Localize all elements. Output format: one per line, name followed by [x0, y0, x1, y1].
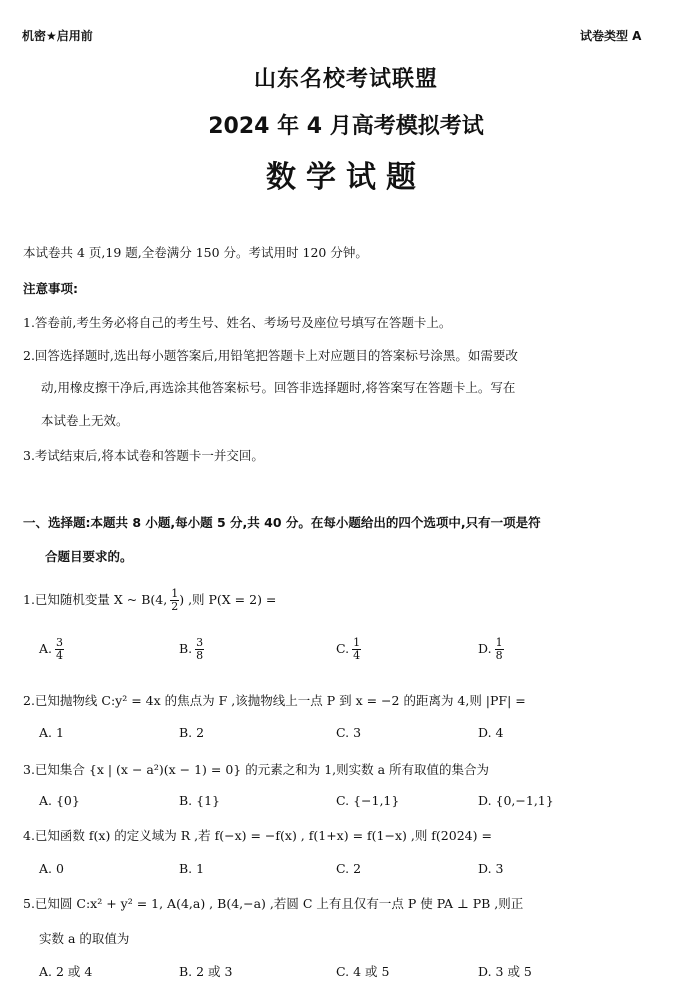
- q5-option-d: D. 3 或 5: [478, 964, 532, 979]
- q1-option-b: B. $\frac{3}{8}$: [179, 636, 204, 663]
- question-1-text: 1.已知随机变量 X ~ B(4,: [23, 592, 168, 608]
- paper-type-label: 试卷类型 A: [580, 29, 642, 43]
- q3-option-a: A. {0}: [39, 793, 80, 808]
- q3-option-c: C. {−1,1}: [336, 793, 400, 808]
- q4-option-d: D. 3: [478, 861, 504, 876]
- exam-organizer: 山东名校考试联盟: [253, 67, 438, 92]
- q4-option-a: A. 0: [39, 861, 64, 876]
- question-2: 2.已知抛物线 C:y² = 4x 的焦点为 F ,该抛物线上一点 P 到 x = −2 的距离为 4,则 |PF| =: [23, 693, 526, 708]
- question-5-line-1: 5.已知圆 C:x² + y² = 1, A(4,a) , B(4,−a) ,若圆 C 上有且仅有一点 P 使 PA ⊥ PB ,则正: [23, 896, 524, 911]
- q4-option-b: B. 1: [179, 861, 205, 876]
- exam-name: 2024 年 4 月高考模拟考试: [208, 114, 484, 139]
- q2-option-a: A. 1: [39, 725, 64, 740]
- question-5-line-2: 实数 a 的取值为: [39, 931, 130, 946]
- q5-option-a: A. 2 或 4: [39, 964, 93, 979]
- q2-option-d: D. 4: [478, 725, 504, 740]
- note-1: 1.答卷前,考生务必将自己的考生号、姓名、考场号及座位号填写在答题卡上。: [23, 315, 452, 330]
- question-4: 4.已知函数 f(x) 的定义域为 R ,若 f(−x) = −f(x) , f(1+x) = f(1−x) ,则 f(2024) =: [23, 828, 492, 843]
- exam-intro: 本试卷共 4 页,19 题,全卷满分 150 分。考试用时 120 分钟。: [23, 245, 368, 260]
- q1-option-c: C. $\frac{1}{4}$: [336, 636, 361, 663]
- confidential-label: 机密★启用前: [22, 29, 93, 43]
- q2-option-b: B. 2: [179, 725, 205, 740]
- section-heading-line-1: 一、选择题:本题共 8 小题,每小题 5 分,共 40 分。在每小题给出的四个选项中,只有一项是符: [23, 515, 541, 530]
- q5-option-c: C. 4 或 5: [336, 964, 390, 979]
- q2-option-c: C. 3: [336, 725, 362, 740]
- notes-heading: 注意事项:: [23, 281, 78, 296]
- note-2-line-1: 2.回答选择题时,选出每小题答案后,用铅笔把答题卡上对应题目的答案标号涂黑。如需要改: [23, 348, 518, 363]
- note-3: 3.考试结束后,将本试卷和答题卡一并交回。: [23, 448, 264, 463]
- section-heading-line-2: 合题目要求的。: [45, 549, 133, 564]
- q3-option-b: B. {1}: [179, 793, 220, 808]
- question-1: [23, 588, 276, 613]
- question-3: 3.已知集合 {x | (x − a²)(x − 1) = 0} 的元素之和为 1,则实数 a 所有取值的集合为: [23, 762, 490, 777]
- q5-option-b: B. 2 或 3: [179, 964, 233, 979]
- note-2-line-2: 动,用橡皮擦干净后,再选涂其他答案标号。回答非选择题时,将答案写在答题卡上。写在: [41, 380, 516, 395]
- q3-option-d: D. {0,−1,1}: [478, 793, 554, 808]
- q1-option-a: A. $\frac{3}{4}$: [39, 636, 64, 663]
- note-2-line-3: 本试卷上无效。: [41, 413, 129, 428]
- q4-option-c: C. 2: [336, 861, 362, 876]
- q1-option-d: D. $\frac{1}{8}$: [478, 636, 503, 663]
- question-1-fraction: $\frac{1}{2}$: [171, 587, 179, 614]
- question-1-text-end: ) ,则 P(X = 2) =: [179, 592, 277, 608]
- page-title: 数学试题: [266, 160, 426, 195]
